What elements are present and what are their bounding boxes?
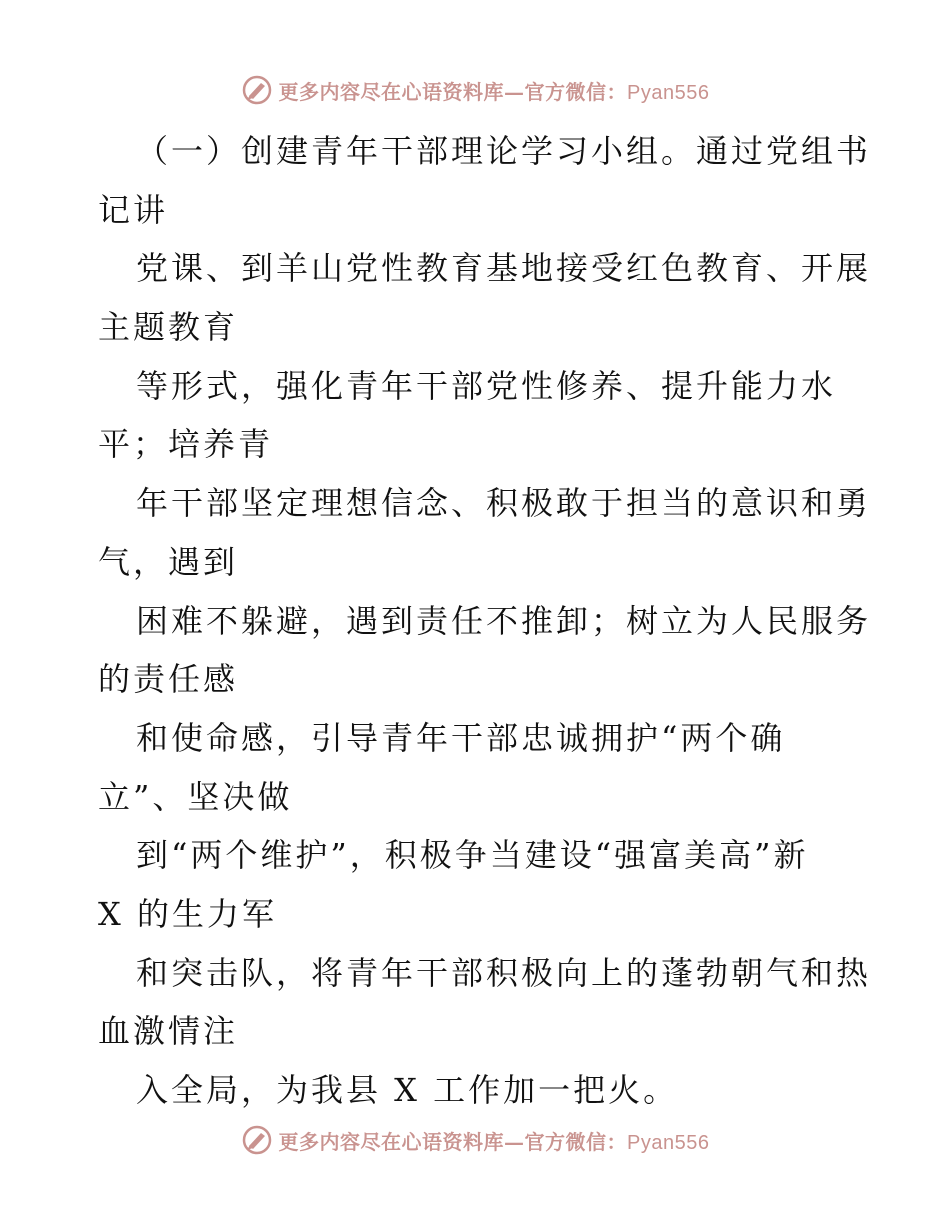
footer-watermark xyxy=(0,1120,950,1160)
text-line: 等形式，强化青年干部党性修养、提升能力水 xyxy=(136,366,837,405)
document-body xyxy=(98,122,872,1120)
text-line: 主题教育 xyxy=(98,308,239,347)
watermark-id: Pyan556 xyxy=(627,1131,710,1154)
pen-logo-icon xyxy=(241,74,273,106)
text-line: 和使命感，引导青年干部忠诚拥护“两个确 xyxy=(136,718,786,757)
text-line: 困难不躲避，遇到责任不推卸；树立为人民服务 xyxy=(136,601,872,640)
text-line: 党课、到羊山党性教育基地接受红色教育、开展 xyxy=(136,249,872,288)
text-line: 的责任感 xyxy=(98,660,239,699)
text-line: 入全局，为我县 X 工作加一把火。 xyxy=(136,1071,679,1109)
watermark-id: Pyan556 xyxy=(627,81,710,104)
text-line: 立”、坚决做 xyxy=(98,777,293,816)
text-line: 记讲 xyxy=(98,190,169,229)
text-line: 血激情注 xyxy=(98,1012,239,1051)
text-line: 气，遇到 xyxy=(98,542,239,581)
pen-logo-icon xyxy=(241,1124,273,1156)
text-line: 到“两个维护”，积极争当建设“强富美高”新 xyxy=(136,836,809,875)
header-watermark xyxy=(0,70,950,110)
text-line: 年干部坚定理想信念、积极敢于担当的意识和勇 xyxy=(136,484,872,523)
watermark-text: 更多内容尽在心语资料库—官方微信：Pyan556 xyxy=(278,79,710,104)
text-line: 平；培养青 xyxy=(98,425,274,464)
watermark-text: 更多内容尽在心语资料库—官方微信：Pyan556 xyxy=(278,1129,710,1154)
text-line: X 的生力军 xyxy=(98,894,277,933)
text-line: （一）创建青年干部理论学习小组。通过党组书 xyxy=(136,132,872,170)
text-line: 和突击队，将青年干部积极向上的蓬勃朝气和热 xyxy=(136,953,872,992)
